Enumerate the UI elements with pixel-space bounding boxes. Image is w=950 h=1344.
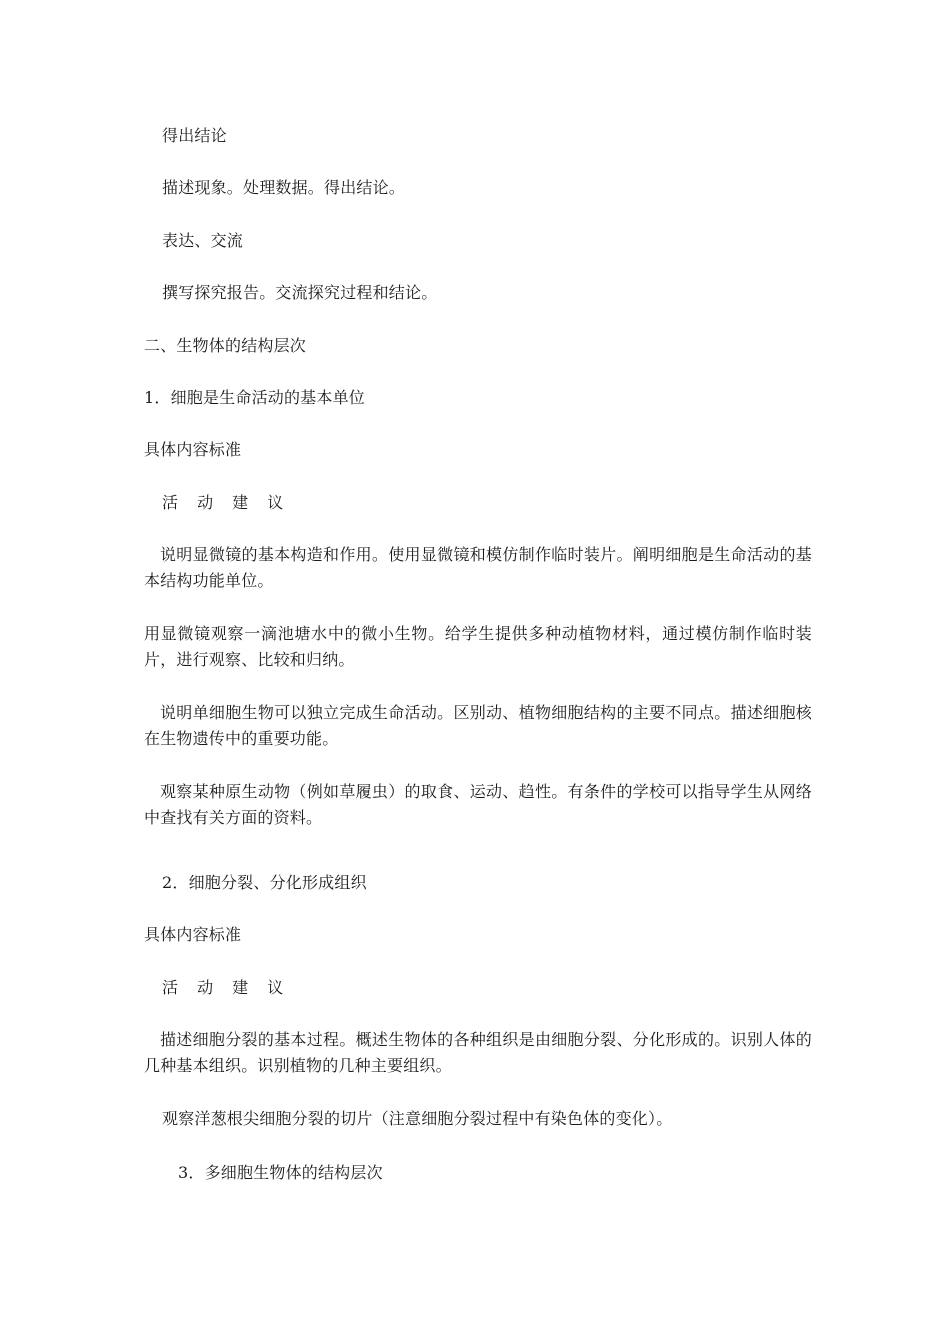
label-content-standard-1: 具体内容标准 — [144, 440, 242, 459]
subsection-heading-3: 3．多细胞生物体的结构层次 — [178, 1163, 383, 1182]
label-activity-suggestion-2: 活 动 建 议 — [162, 978, 291, 997]
section-heading-structure-levels: 二、生物体的结构层次 — [144, 336, 307, 355]
subsection-heading-1: 1．细胞是生命活动的基本单位 — [144, 388, 365, 407]
paragraph-pond-water-activity: 用显微镜观察一滴池塘水中的微小生物。给学生提供多种动植物材料，通过模仿制作临时装片，进行观察、比较和归纳。 — [144, 624, 812, 669]
heading-express-communicate: 表达、交流 — [162, 231, 244, 250]
paragraph-protozoa-activity: 观察某种原生动物（例如草履虫）的取食、运动、趋性。有条件的学校可以指导学生从网络中查找有关方面的资料。 — [144, 782, 812, 827]
paragraph-onion-root-activity: 观察洋葱根尖细胞分裂的切片（注意细胞分裂过程中有染色体的变化）。 — [162, 1109, 673, 1128]
paragraph-microscope-standard: 说明显微镜的基本构造和作用。使用显微镜和模仿制作临时装片。阐明细胞是生命活动的基本结构功能单位。 — [144, 545, 812, 590]
text-write-report: 撰写探究报告。交流探究过程和结论。 — [162, 283, 438, 302]
label-activity-suggestion-1: 活 动 建 议 — [162, 493, 291, 512]
subsection-heading-2: 2．细胞分裂、分化形成组织 — [162, 873, 367, 892]
paragraph-cell-division-standard: 描述细胞分裂的基本过程。概述生物体的各种组织是由细胞分裂、分化形成的。识别人体的几种基本组织。识别植物的几种主要组织。 — [144, 1030, 812, 1075]
label-content-standard-2: 具体内容标准 — [144, 925, 242, 944]
text-describe-phenomena: 描述现象。处理数据。得出结论。 — [162, 178, 406, 197]
paragraph-unicellular-standard: 说明单细胞生物可以独立完成生命活动。区别动、植物细胞结构的主要不同点。描述细胞核在生物遗传中的重要功能。 — [144, 703, 812, 748]
heading-draw-conclusion: 得出结论 — [162, 126, 227, 145]
